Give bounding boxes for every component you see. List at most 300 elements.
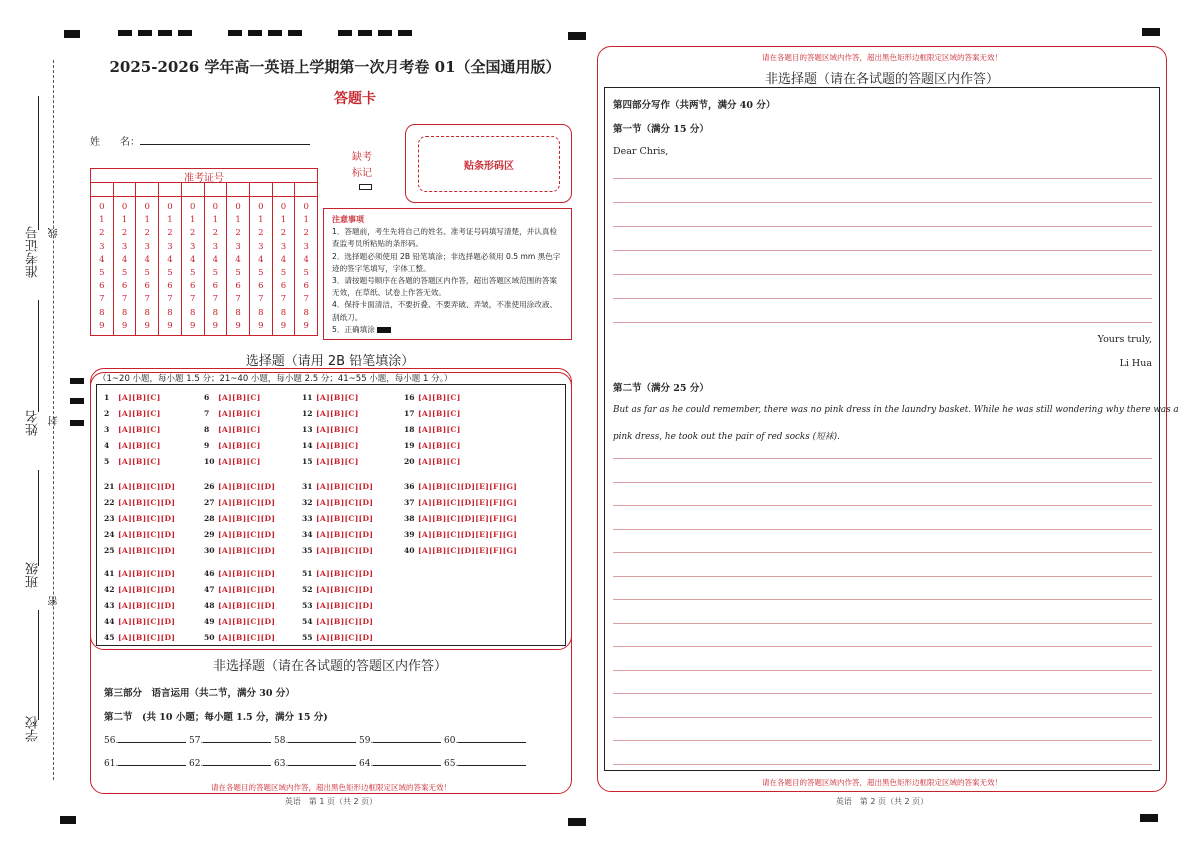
writing-line[interactable] [613,250,1152,251]
id-digit-bubble[interactable]: 9 [167,320,173,331]
writing-line[interactable] [613,529,1152,530]
id-digit-bubble[interactable]: 4 [121,254,128,265]
answer-options[interactable]: [A][B][C][D][E][F][G] [418,482,518,491]
writing-line[interactable] [613,178,1152,179]
answer-options[interactable]: [A][B][C][D] [118,482,176,491]
id-digit-bubble[interactable]: 0 [212,202,219,212]
id-digit-bubble[interactable]: 9 [189,320,196,331]
answer-options[interactable]: [A][B][C] [118,424,161,434]
id-digit-bubble[interactable]: 5 [235,268,241,279]
id-digit-bubble[interactable]: 7 [303,294,309,305]
writing-line[interactable] [613,693,1152,694]
absent-label: 缺考 标记 [352,152,372,179]
question-number: 15 [302,456,313,466]
id-digit-column[interactable] [114,197,137,335]
id-digit-bubble[interactable]: 4 [189,254,196,265]
writing-line[interactable] [613,202,1152,203]
exam-title: 2025-2026 学年高一英语上学期第一次月考卷 01（全国通用版） [109,58,561,76]
id-digit-bubble[interactable]: 6 [189,281,196,292]
answer-options[interactable]: [A][B][C] [118,440,161,450]
continuation-prompt-line1: But as far as he could remember, there was no pink dress in the laundry basket. While he was still wondering why there was a [613,405,1179,415]
barcode-label: 贴条形码区 [464,160,514,172]
id-digit-column[interactable] [250,197,273,335]
instructions-title: 注意事项 [332,215,364,224]
id-digit-bubble[interactable]: 3 [303,241,309,252]
blank-underline [458,733,526,743]
id-digit-bubble[interactable]: 4 [212,254,219,265]
id-number-grid[interactable] [90,168,318,336]
id-digit-bubble[interactable]: 5 [212,268,219,279]
id-digit-bubble[interactable]: 3 [144,241,150,252]
id-digit-bubble[interactable]: 8 [235,307,241,318]
id-digit-column[interactable] [205,197,228,335]
answer-options[interactable]: [A][B][C][D] [316,482,374,491]
id-digit-bubble[interactable]: 6 [167,281,173,292]
answer-options[interactable]: [A][B][C] [418,393,461,402]
answer-options[interactable]: [A][B][C][D] [316,569,374,578]
answer-options[interactable]: [A][B][C] [218,440,261,450]
id-digit-bubble[interactable]: 2 [280,228,287,239]
id-digit-bubble[interactable]: 9 [121,320,128,331]
question-number: 27 [204,497,215,507]
question-number: 35 [302,545,313,555]
page2-footer: 英语 第 2 页（共 2 页） [835,797,929,806]
timing-mark [568,32,586,40]
answer-options[interactable]: [A][B][C] [316,424,359,434]
writing-line[interactable] [613,623,1152,624]
id-digit-bubble[interactable]: 8 [212,307,219,318]
id-grid-header: 准考证号 [91,169,317,183]
answer-options[interactable]: [A][B][C] [418,408,461,418]
answer-options[interactable]: [A][B][C] [218,456,261,466]
question-number: 23 [104,513,115,523]
question-number: 2 [104,408,110,418]
answer-options[interactable]: [A][B][C][D] [118,497,176,507]
question-number: 1 [104,393,110,402]
question-number: 50 [204,632,215,642]
id-digit-bubble[interactable]: 3 [280,241,287,252]
blank-answer[interactable]: 60. [444,733,526,746]
blank-underline [373,756,441,766]
answer-options[interactable]: [A][B][C][D] [316,632,374,642]
answer-options[interactable]: [A][B][C][D] [316,545,374,555]
absent-checkbox[interactable] [359,184,372,190]
blank-underline [458,756,526,766]
timing-mark [358,30,372,36]
question-number: 51 [302,569,313,578]
question-number: 52 [302,584,313,594]
blank-answer[interactable]: 58. [274,733,356,746]
answer-options[interactable]: [A][B][C] [418,440,461,450]
answer-options[interactable]: [A][B][C][D] [118,632,176,642]
id-digit-bubble[interactable]: 7 [99,294,105,305]
id-digit-bubble[interactable]: 4 [99,254,105,265]
id-digit-bubble[interactable]: 0 [258,202,264,212]
writing-line[interactable] [613,576,1152,577]
id-write-cells[interactable] [91,183,317,197]
id-digit-bubble[interactable]: 1 [212,215,219,226]
id-digit-bubble[interactable]: 6 [144,281,150,292]
writing-line[interactable] [613,599,1152,600]
id-digit-bubble[interactable]: 3 [212,241,219,252]
question-number: 33 [302,513,313,523]
id-digit-bubble[interactable]: 4 [303,254,309,265]
id-digit-bubble[interactable]: 4 [167,254,173,265]
id-digit-bubble[interactable]: 1 [189,215,196,226]
id-digit-bubble[interactable]: 5 [303,268,309,279]
question-number: 8 [204,424,210,434]
right-top-warning: 请在各题目的答题区域内作答，超出黑色矩形边框限定区域的答案无效！ [762,53,1002,62]
id-digit-bubble[interactable]: 0 [280,202,287,212]
side-school-label: 学校 [26,716,41,742]
part3-heading: 第三部分 语言运用（共二节，满分 30 分） [104,688,295,699]
id-digit-bubble[interactable]: 4 [235,254,241,265]
answer-options[interactable]: [A][B][C][D] [218,616,276,626]
part4-section1-heading: 第一节（满分 15 分） [613,124,709,135]
answer-options[interactable]: [A][B][C][D] [118,569,176,578]
name-label: 姓 名： [90,137,140,148]
answer-options[interactable]: [A][B][C][D] [316,600,374,610]
blank-answer[interactable]: 59. [359,733,441,746]
answer-options[interactable]: [A][B][C] [118,408,161,418]
answer-options[interactable]: [A][B][C] [316,456,359,466]
timing-mark [378,30,392,36]
id-digit-bubble[interactable]: 9 [280,320,287,331]
answer-options[interactable]: [A][B][C] [316,393,359,402]
id-digit-bubble[interactable]: 9 [303,320,309,331]
answer-options[interactable]: [A][B][C] [218,424,261,434]
instruction-item: 5．正确填涂 [332,324,563,336]
id-digit-bubble[interactable]: 2 [258,228,264,239]
answer-options[interactable]: [A][B][C][D] [118,616,176,626]
id-digit-bubble[interactable]: 0 [189,202,196,212]
id-digit-bubble[interactable]: 1 [121,215,128,226]
id-digit-bubble[interactable]: 1 [235,215,241,226]
answer-options[interactable]: [A][B][C][D] [316,497,374,507]
answer-options[interactable]: [A][B][C][D] [316,529,374,539]
id-digit-bubble[interactable]: 0 [303,202,309,212]
question-number: 34 [302,529,313,539]
id-digit-bubble[interactable]: 3 [235,241,241,252]
question-number: 18 [404,424,415,434]
answer-options[interactable]: [A][B][C][D][E][F][G] [418,513,518,523]
writing-line[interactable] [613,552,1152,553]
question-number: 37 [404,497,415,507]
class-underline [38,470,39,566]
name-line [140,135,310,145]
writing-line[interactable] [613,322,1152,323]
left-warning: 请在各题目的答题区域内作答，超出黑色矩形边框限定区域的答案无效！ [211,783,451,792]
side-seal-mark: 封 [49,416,60,426]
timing-mark [118,30,132,36]
answer-options[interactable]: [A][B][C][D] [118,600,176,610]
id-digit-bubble[interactable]: 2 [121,228,128,239]
id-digit-bubble[interactable]: 7 [280,294,287,305]
id-digit-bubble[interactable]: 8 [99,307,105,318]
blank-underline [118,733,186,743]
part3-section2-heading: 第二节 (共 10 小题；每小题 1.5 分，满分 15 分) [104,712,328,723]
answer-options[interactable]: [A][B][C][D] [218,600,276,610]
question-number: 31 [302,482,313,491]
id-digit-column[interactable] [273,197,296,335]
question-number: 12 [302,408,313,418]
answer-options[interactable]: [A][B][C] [316,440,359,450]
id-digit-bubble[interactable]: 3 [189,241,196,252]
id-digit-bubble[interactable]: 1 [258,215,264,226]
writing-line[interactable] [613,646,1152,647]
question-number: 9 [204,440,210,450]
id-digit-bubble[interactable]: 8 [303,307,309,318]
id-digit-bubble[interactable]: 5 [258,268,264,279]
barcode-inner [418,136,560,192]
answer-options[interactable]: [A][B][C][D] [118,513,176,523]
id-digit-bubble[interactable]: 4 [280,254,287,265]
letter-closing: Yours truly, [1097,334,1152,345]
id-digit-bubble[interactable]: 6 [99,281,105,292]
writing-line[interactable] [613,274,1152,275]
answer-options[interactable]: [A][B][C][D] [218,529,276,539]
timing-mark [70,398,84,404]
instructions-box [323,208,572,340]
id-digit-bubble[interactable]: 1 [144,215,150,226]
id-digit-bubble[interactable]: 5 [280,268,287,279]
question-number: 49 [204,616,215,626]
question-number: 55 [302,632,313,642]
blank-answer[interactable]: 62. [189,756,271,769]
id-underline [38,96,39,230]
id-digit-bubble[interactable]: 6 [258,281,264,292]
id-digit-bubble[interactable]: 5 [167,268,173,279]
blank-answer[interactable]: 61. [104,756,186,769]
question-number: 45 [104,632,115,642]
timing-mark [138,30,152,36]
question-number: 26 [204,482,215,491]
id-digit-bubble[interactable]: 7 [167,294,173,305]
answer-options[interactable]: [A][B][C] [418,424,461,434]
answer-options[interactable]: [A][B][C][D] [218,497,276,507]
id-digit-bubble[interactable]: 0 [121,202,128,212]
id-digit-bubble[interactable]: 9 [258,320,264,331]
answer-options[interactable]: [A][B][C][D] [218,569,276,578]
question-number: 43 [104,600,115,610]
answer-options[interactable]: [A][B][C][D][E][F][G] [418,545,518,555]
writing-line[interactable] [613,740,1152,741]
nonchoice-title-right: 非选择题（请在各试题的答题区内作答） [764,72,999,87]
id-digit-bubble[interactable]: 2 [99,228,105,239]
answer-options[interactable]: [A][B][C][D] [316,584,374,594]
mc-section-title: 选择题（请用 2B 铅笔填涂） [245,354,415,369]
side-name-label: 姓名 [26,410,41,436]
timing-mark [178,30,192,36]
answer-options[interactable]: [A][B][C][D] [316,513,374,523]
letter-greeting: Dear Chris, [613,146,669,157]
question-number: 6 [204,393,210,402]
answer-options[interactable]: [A][B][C] [218,408,261,418]
answer-options[interactable]: [A][B][C][D] [118,545,176,555]
id-digit-bubble[interactable]: 6 [235,281,241,292]
id-digit-column[interactable] [182,197,205,335]
id-digit-bubble[interactable]: 1 [303,215,309,226]
id-digit-bubble[interactable]: 9 [99,320,105,331]
question-number: 7 [204,408,210,418]
id-digit-bubble[interactable]: 6 [121,281,128,292]
id-digit-bubble[interactable]: 2 [235,228,241,239]
part4-section2-heading: 第二节（满分 25 分） [613,383,709,394]
id-digit-bubble[interactable]: 1 [167,215,173,226]
id-digit-bubble[interactable]: 8 [189,307,196,318]
side-class-label: 班级 [26,562,41,588]
id-digit-bubble[interactable]: 3 [258,241,264,252]
blank-answer[interactable]: 64. [359,756,441,769]
id-digit-bubble[interactable]: 6 [303,281,309,292]
blank-underline [203,733,271,743]
writing-line[interactable] [613,298,1152,299]
id-digit-bubble[interactable]: 3 [99,241,105,252]
id-digit-bubble[interactable]: 5 [189,268,196,279]
question-number: 17 [404,408,415,418]
writing-line[interactable] [613,482,1152,483]
question-number: 44 [104,616,115,626]
id-digit-bubble[interactable]: 2 [212,228,219,239]
instruction-item: 1．答题前，考生先将自己的姓名、准考证号码填写清楚，并认真检查监考员所粘贴的条形码。 [332,227,558,249]
timing-mark [398,30,412,36]
blank-answer[interactable]: 57. [189,733,271,746]
answer-options[interactable]: [A][B][C][D] [218,513,276,523]
writing-line[interactable] [613,226,1152,227]
id-digit-column[interactable] [159,197,182,335]
blank-underline [373,733,441,743]
side-secret-mark: 密 [49,596,60,606]
id-digit-bubble[interactable]: 2 [144,228,150,239]
answer-options[interactable]: [A][B][C][D][E][F][G] [418,529,518,539]
answer-options[interactable]: [A][B][C][D] [218,584,276,594]
id-digit-bubble[interactable]: 1 [280,215,287,226]
id-digit-bubble[interactable]: 7 [212,294,219,305]
id-digit-bubble[interactable]: 9 [235,320,241,331]
id-digit-bubble[interactable]: 8 [121,307,128,318]
id-digit-bubble[interactable]: 7 [258,294,264,305]
id-digit-bubble[interactable]: 9 [212,320,219,331]
writing-line[interactable] [613,717,1152,718]
id-digit-bubble[interactable]: 6 [212,281,219,292]
id-digit-bubble[interactable]: 0 [235,202,241,212]
question-number: 47 [204,584,215,594]
writing-line[interactable] [613,505,1152,506]
writing-line[interactable] [613,670,1152,671]
blank-underline [288,733,356,743]
timing-mark [1142,28,1160,36]
id-digit-bubble[interactable]: 4 [144,254,150,265]
blank-underline [118,756,186,766]
question-number: 21 [104,482,115,491]
id-digit-bubble[interactable]: 3 [121,241,128,252]
name-underline [38,300,39,412]
answer-options[interactable]: [A][B][C][D] [118,584,176,594]
id-digit-column[interactable] [227,197,250,335]
question-number: 5 [104,456,110,466]
question-number: 24 [104,529,115,539]
timing-mark [338,30,352,36]
question-number: 14 [302,440,313,450]
question-number: 54 [302,616,313,626]
blank-answer[interactable]: 65. [444,756,526,769]
question-number: 42 [104,584,115,594]
id-digit-bubble[interactable]: 5 [144,268,150,279]
card-title: 答题卡 [334,91,376,107]
answer-options[interactable]: [A][B][C] [218,393,261,402]
timing-mark [70,420,84,426]
timing-mark [1140,814,1158,822]
side-id-label: 准考证号 [26,226,41,278]
question-number: 39 [404,529,415,539]
answer-options[interactable]: [A][B][C] [118,393,161,402]
id-digit-column[interactable] [295,197,317,335]
letter-signature: Li Hua [1119,358,1152,369]
answer-options[interactable]: [A][B][C][D] [218,632,276,642]
id-digit-bubble[interactable]: 0 [99,202,105,212]
answer-options[interactable]: [A][B][C] [118,456,161,466]
answer-options[interactable]: [A][B][C][D][E][F][G] [418,497,518,507]
question-number: 19 [404,440,415,450]
name-field[interactable] [90,133,310,148]
id-digit-bubble[interactable]: 8 [167,307,173,318]
id-digit-bubble[interactable]: 5 [121,268,128,279]
question-number: 3 [104,424,110,434]
id-digit-bubble[interactable]: 7 [121,294,128,305]
id-digit-bubble[interactable]: 8 [144,307,150,318]
id-digit-bubble[interactable]: 2 [167,228,173,239]
writing-line[interactable] [613,458,1152,459]
id-digit-bubble[interactable]: 2 [189,228,196,239]
answer-options[interactable]: [A][B][C][D] [316,616,374,626]
id-digit-bubble[interactable]: 8 [280,307,287,318]
answer-options[interactable]: [A][B][C] [418,456,461,466]
id-digit-bubble[interactable]: 2 [303,228,309,239]
id-digit-column[interactable] [136,197,159,335]
question-number: 11 [302,393,313,402]
id-digit-bubble[interactable]: 7 [189,294,196,305]
right-bottom-warning: 请在各题目的答题区域内作答，超出黑色矩形边框限定区域的答案无效！ [762,778,1002,787]
id-digit-bubble[interactable]: 0 [167,202,173,212]
answer-options[interactable]: [A][B][C][D] [218,482,276,491]
continuation-prompt-line2: pink dress, he took out the pair of red socks (短袜). [613,432,840,442]
answer-options[interactable]: [A][B][C][D] [118,529,176,539]
id-digit-column[interactable] [91,197,114,335]
page1-footer: 英语 第 1 页（共 2 页） [284,797,378,806]
instruction-item: 2．选择题必须使用 2B 铅笔填涂；非选择题必须用 0.5 mm 黑色字迹的签字笔填写，字体工整。 [332,251,561,273]
fill-example [377,327,391,333]
id-digit-bubble[interactable]: 9 [144,320,150,331]
question-number: 10 [204,456,215,466]
id-digit-bubble[interactable]: 6 [280,281,287,292]
answer-options[interactable]: [A][B][C] [316,408,359,418]
blank-answer[interactable]: 56. [104,733,186,746]
blank-underline [288,756,356,766]
id-digit-bubble[interactable]: 5 [99,268,105,279]
id-digit-bubble[interactable]: 1 [99,215,105,226]
writing-line[interactable] [613,764,1152,765]
id-digit-bubble[interactable]: 7 [235,294,241,305]
question-number: 53 [302,600,313,610]
id-digit-bubble[interactable]: 3 [167,241,173,252]
id-digit-bubble[interactable]: 8 [258,307,264,318]
id-digit-bubble[interactable]: 4 [258,254,264,265]
blank-answer[interactable]: 63. [274,756,356,769]
id-digit-bubble[interactable]: 0 [144,202,150,212]
answer-options[interactable]: [A][B][C][D] [218,545,276,555]
id-digit-columns[interactable] [91,197,317,335]
id-digit-bubble[interactable]: 7 [144,294,150,305]
